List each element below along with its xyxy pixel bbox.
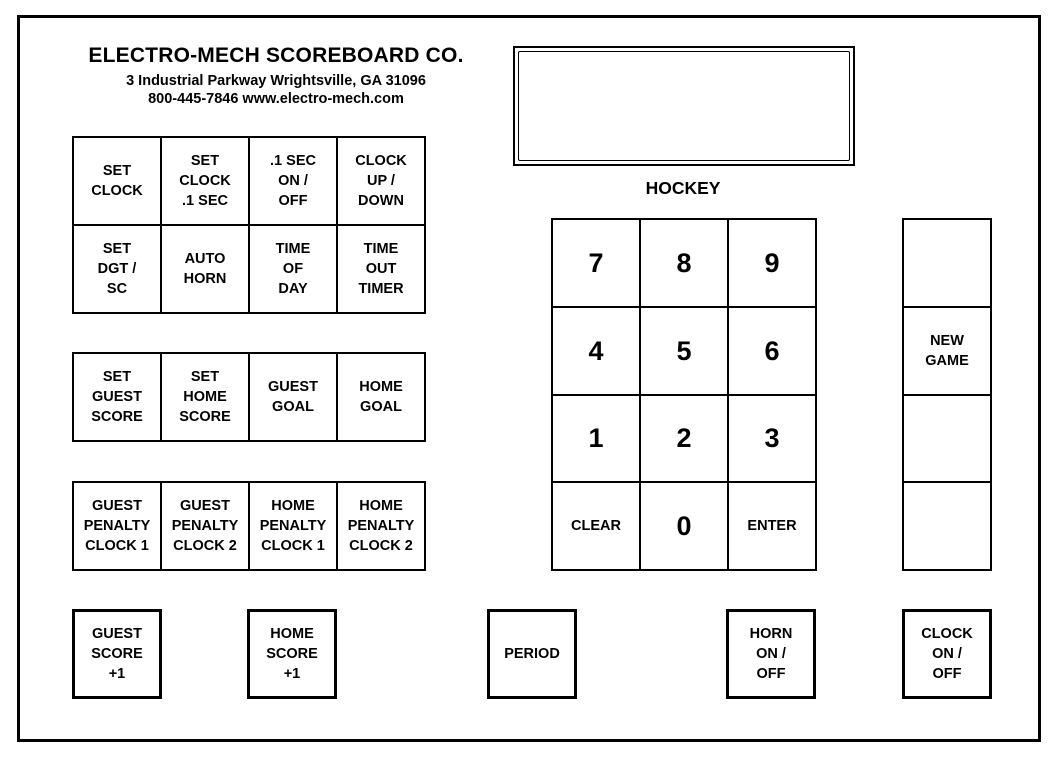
key-1[interactable]: 1 — [552, 395, 640, 483]
set-clock-tenth-key[interactable]: SET CLOCK .1 SEC — [161, 137, 249, 225]
home-goal-key[interactable]: HOME GOAL — [337, 353, 425, 441]
key-6[interactable]: 6 — [728, 307, 816, 395]
horn-on-off-key[interactable]: HORN ON / OFF — [726, 609, 816, 699]
guest-penalty-clock-1-key[interactable]: GUEST PENALTY CLOCK 1 — [73, 482, 161, 570]
company-address: 3 Industrial Parkway Wrightsville, GA 31096 — [126, 73, 426, 89]
key-4[interactable]: 4 — [552, 307, 640, 395]
key-5[interactable]: 5 — [640, 307, 728, 395]
clock-up-down-key[interactable]: CLOCK UP / DOWN — [337, 137, 425, 225]
key-9[interactable]: 9 — [728, 219, 816, 307]
clock-keys-grid — [72, 136, 426, 314]
tenth-sec-toggle-key[interactable]: .1 SEC ON / OFF — [249, 137, 337, 225]
new-game-key[interactable]: NEW GAME — [903, 307, 991, 395]
lcd-screen — [518, 51, 850, 161]
guest-score-plus-one-key[interactable]: GUEST SCORE +1 — [72, 609, 162, 699]
guest-goal-key[interactable]: GUEST GOAL — [249, 353, 337, 441]
set-clock-key[interactable]: SET CLOCK — [73, 137, 161, 225]
enter-key[interactable]: ENTER — [728, 482, 816, 570]
time-of-day-key[interactable]: TIME OF DAY — [249, 225, 337, 313]
period-key[interactable]: PERIOD — [487, 609, 577, 699]
key-3[interactable]: 3 — [728, 395, 816, 483]
key-7[interactable]: 7 — [552, 219, 640, 307]
auto-horn-key[interactable]: AUTO HORN — [161, 225, 249, 313]
clock-on-off-key[interactable]: CLOCK ON / OFF — [902, 609, 992, 699]
key-8[interactable]: 8 — [640, 219, 728, 307]
side-keys-column — [902, 218, 992, 571]
numeric-keypad — [551, 218, 817, 571]
blank-key-1[interactable] — [903, 219, 991, 307]
key-0[interactable]: 0 — [640, 482, 728, 570]
set-guest-score-key[interactable]: SET GUEST SCORE — [73, 353, 161, 441]
sport-label: HOCKEY — [645, 178, 721, 198]
clear-key[interactable]: CLEAR — [552, 482, 640, 570]
home-score-plus-one-key[interactable]: HOME SCORE +1 — [247, 609, 337, 699]
company-name: ELECTRO-MECH SCOREBOARD CO. — [88, 44, 464, 67]
key-2[interactable]: 2 — [640, 395, 728, 483]
set-home-score-key[interactable]: SET HOME SCORE — [161, 353, 249, 441]
guest-penalty-clock-2-key[interactable]: GUEST PENALTY CLOCK 2 — [161, 482, 249, 570]
lcd-display — [513, 46, 855, 166]
home-penalty-clock-2-key[interactable]: HOME PENALTY CLOCK 2 — [337, 482, 425, 570]
set-dgt-sc-key[interactable]: SET DGT / SC — [73, 225, 161, 313]
time-out-timer-key[interactable]: TIME OUT TIMER — [337, 225, 425, 313]
blank-key-2[interactable] — [903, 395, 991, 483]
blank-key-3[interactable] — [903, 482, 991, 570]
penalty-keys-grid — [72, 481, 426, 571]
score-keys-grid — [72, 352, 426, 442]
company-contact: 800-445-7846 www.electro-mech.com — [148, 91, 404, 107]
home-penalty-clock-1-key[interactable]: HOME PENALTY CLOCK 1 — [249, 482, 337, 570]
